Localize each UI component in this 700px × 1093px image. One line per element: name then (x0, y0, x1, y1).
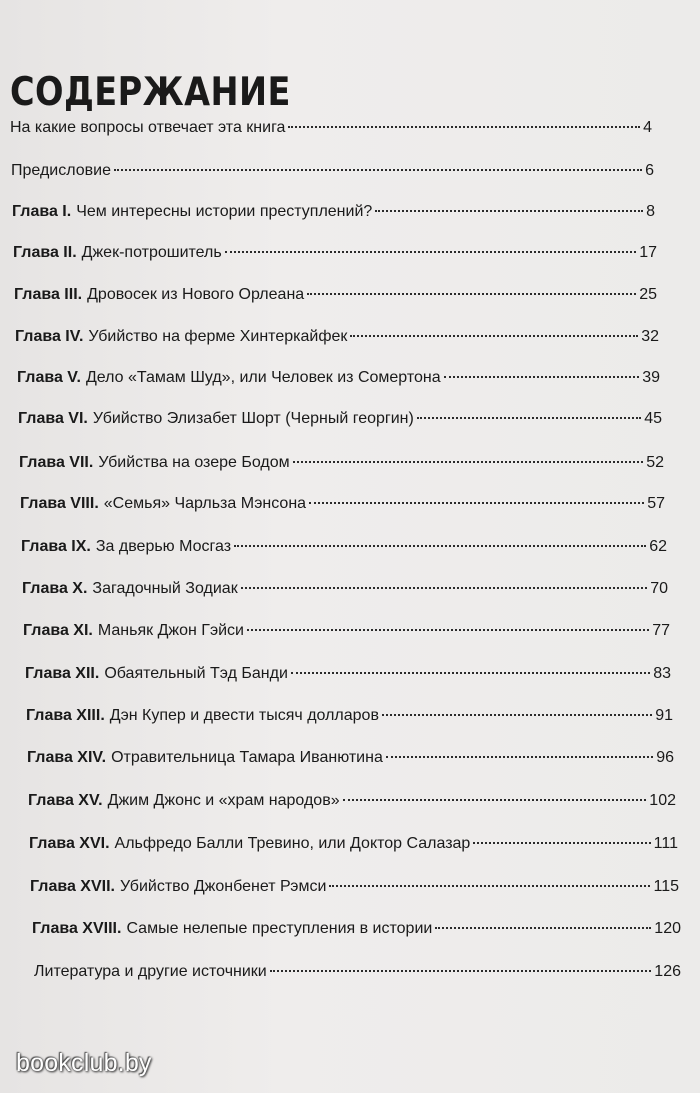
toc-entry-title (23, 620, 244, 642)
dot-leader (114, 169, 642, 171)
toc-entry-title (14, 284, 304, 306)
dot-leader (309, 502, 644, 504)
toc-entry-title (29, 833, 470, 855)
toc-entry (21, 536, 667, 560)
toc-entry (14, 284, 657, 308)
dot-leader (417, 417, 641, 419)
chapter-number: Глава VI. (18, 410, 88, 427)
chapter-number: Глава VII. (19, 454, 94, 471)
page-number: 4 (643, 119, 652, 136)
dot-leader (270, 970, 652, 972)
dot-leader (329, 885, 650, 887)
chapter-title: За дверью Мосгаз (95, 538, 232, 555)
chapter-title: Обаятельный Тэд Банди (104, 665, 288, 682)
chapter-number: Глава XVIII. (32, 920, 122, 937)
dot-leader (382, 714, 652, 716)
chapter-number: Глава XII. (25, 665, 100, 682)
toc-entry-title (25, 663, 288, 685)
chapter-title: Убийства на озере Бодом (98, 454, 290, 471)
page-number: 39 (642, 369, 660, 386)
toc-entry-title (11, 160, 111, 182)
chapter-number: Глава XIV. (27, 749, 107, 766)
toc-entry (23, 620, 670, 644)
dot-leader (307, 293, 636, 295)
chapter-number: Глава V. (17, 369, 81, 386)
page-number: 45 (644, 410, 662, 427)
toc-entry-title (32, 918, 432, 940)
toc-entry (29, 833, 678, 857)
chapter-title: Альфредо Балли Тревино, или Доктор Салазар (114, 835, 471, 852)
toc-entry-title (20, 493, 306, 515)
chapter-number: Глава IV. (15, 328, 84, 345)
toc-entry (30, 876, 679, 900)
toc-entry-title (22, 578, 238, 600)
page-number: 6 (645, 162, 654, 179)
toc-entry-title (18, 408, 414, 430)
page-title: СОДЕРЖАНИЕ (10, 70, 291, 115)
dot-leader (247, 629, 649, 631)
toc-entry-title (19, 452, 290, 474)
chapter-number: Глава XV. (28, 792, 103, 809)
dot-leader (225, 251, 637, 253)
chapter-title: Самые нелепые преступления в истории (126, 920, 433, 937)
page-number: 77 (652, 622, 670, 639)
dot-leader (291, 672, 650, 674)
dot-leader (343, 799, 647, 801)
chapter-title: Джим Джонс и «храм народов» (107, 792, 340, 809)
page-number: 57 (647, 495, 665, 512)
chapter-number: Глава III. (14, 286, 83, 303)
toc-entry-title (28, 790, 340, 812)
chapter-title: Чем интересны истории преступлений? (76, 203, 373, 220)
toc-entry (12, 201, 655, 225)
toc-entry-title (17, 367, 441, 389)
chapter-number: Глава I. (12, 203, 72, 220)
toc-entry (20, 493, 665, 517)
page-number: 70 (650, 580, 668, 597)
chapter-title: Загадочный Зодиак (92, 580, 238, 597)
chapter-title: Джек-потрошитель (81, 244, 222, 261)
chapter-title: Маньяк Джон Гэйси (97, 622, 244, 639)
page-number: 32 (641, 328, 659, 345)
toc-entry (17, 367, 660, 391)
toc-entry-title (21, 536, 231, 558)
chapter-title: Дровосек из Нового Орлеана (87, 286, 305, 303)
toc-entry-title (30, 876, 326, 898)
toc-entry (22, 578, 668, 602)
chapter-number: Глава XIII. (26, 707, 105, 724)
toc-entry (19, 452, 664, 476)
chapter-title: «Семья» Чарльза Мэнсона (103, 495, 307, 512)
chapter-title: На какие вопросы отвечает эта книга (10, 119, 286, 136)
dot-leader (241, 587, 648, 589)
toc-entry (13, 242, 657, 266)
chapter-number: Глава IX. (21, 538, 91, 555)
page-number: 52 (646, 454, 664, 471)
page-number: 91 (655, 707, 673, 724)
toc-entry-title (26, 705, 379, 727)
chapter-title: Убийство Джонбенет Рэмси (119, 878, 327, 895)
site-watermark: bookclub.by (16, 1049, 152, 1077)
chapter-title: Предисловие (11, 162, 111, 179)
toc-entry-title (15, 326, 347, 348)
chapter-title: Литература и другие источники (34, 963, 267, 980)
toc-entry (26, 705, 673, 729)
dot-leader (350, 335, 638, 337)
toc-entry-title (34, 961, 267, 983)
dot-leader (375, 210, 643, 212)
chapter-title: Убийство Элизабет Шорт (Черный георгин) (92, 410, 414, 427)
dot-leader (444, 376, 640, 378)
page-number: 25 (639, 286, 657, 303)
page-number: 62 (649, 538, 667, 555)
dot-leader (473, 842, 650, 844)
dot-leader (288, 126, 640, 128)
toc-entry (34, 961, 681, 985)
toc-entry (11, 160, 654, 184)
chapter-number: Глава X. (22, 580, 88, 597)
dot-leader (234, 545, 646, 547)
toc-entry-title (10, 117, 285, 139)
page-number: 126 (654, 963, 681, 980)
toc-entry (10, 117, 652, 141)
page-number: 120 (654, 920, 681, 937)
chapter-title: Дело «Тамам Шуд», или Человек из Сомертона (85, 369, 441, 386)
chapter-number: Глава XI. (23, 622, 93, 639)
toc-entry (32, 918, 681, 942)
page-number: 111 (653, 835, 678, 852)
chapter-title: Убийство на ферме Хинтеркайфек (88, 328, 348, 345)
chapter-number: Глава II. (13, 244, 77, 261)
page-number: 115 (653, 878, 679, 895)
dot-leader (386, 756, 653, 758)
toc-entry (28, 790, 676, 814)
dot-leader (293, 461, 644, 463)
chapter-title: Отравительница Тамара Иванютина (111, 749, 383, 766)
toc-entry-title (13, 242, 222, 264)
page-number: 17 (639, 244, 657, 261)
toc-entry (25, 663, 671, 687)
chapter-number: Глава XVI. (29, 835, 110, 852)
page-number: 83 (653, 665, 671, 682)
page-number: 8 (646, 203, 655, 220)
chapter-number: Глава VIII. (20, 495, 99, 512)
toc-entry (18, 408, 662, 432)
page-number: 102 (649, 792, 676, 809)
toc-entry (15, 326, 659, 350)
page-number: 96 (656, 749, 674, 766)
toc-entry-title (27, 747, 383, 769)
toc-entry (27, 747, 674, 771)
chapter-title: Дэн Купер и двести тысяч долларов (109, 707, 379, 724)
dot-leader (435, 927, 651, 929)
chapter-number: Глава XVII. (30, 878, 115, 895)
toc-entry-title (12, 201, 372, 223)
